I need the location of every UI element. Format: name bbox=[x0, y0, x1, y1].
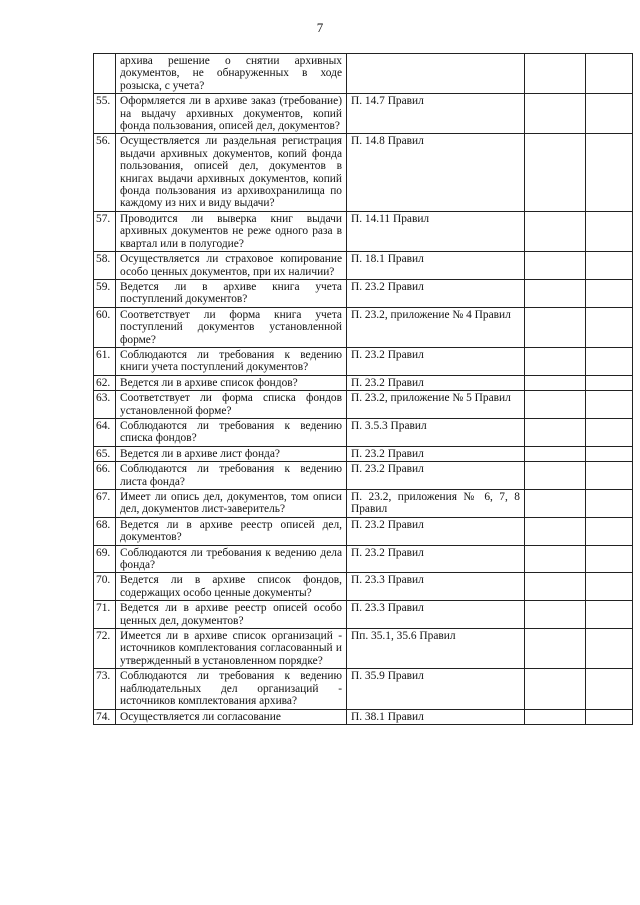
row-question: Соответствует ли форма книга учета поступлений документов установленной форме? bbox=[116, 307, 347, 347]
row-number: 70. bbox=[94, 573, 116, 601]
row-empty-cell bbox=[586, 517, 633, 545]
row-empty-cell bbox=[586, 418, 633, 446]
row-empty-cell bbox=[525, 211, 586, 251]
table-row bbox=[94, 709, 633, 724]
row-question: Соблюдаются ли требования к ведению книги учета поступлений документов? bbox=[116, 347, 347, 375]
row-reference: П. 38.1 Правил bbox=[347, 709, 525, 724]
row-empty-cell bbox=[586, 573, 633, 601]
table-row bbox=[94, 629, 633, 669]
row-reference: П. 23.2, приложения № 6, 7, 8 Правил bbox=[347, 490, 525, 518]
row-number: 64. bbox=[94, 418, 116, 446]
row-question: Имеется ли в архиве список организаций - источников комплектования согласованный и утвержденный в установленном порядке? bbox=[116, 629, 347, 669]
row-empty-cell bbox=[525, 629, 586, 669]
row-empty-cell bbox=[586, 307, 633, 347]
row-question: Ведется ли в архиве лист фонда? bbox=[116, 446, 347, 461]
row-empty-cell bbox=[586, 347, 633, 375]
row-empty-cell bbox=[525, 573, 586, 601]
table-row bbox=[94, 94, 633, 134]
row-empty-cell bbox=[525, 134, 586, 211]
row-reference: П. 14.7 Правил bbox=[347, 94, 525, 134]
row-empty-cell bbox=[525, 709, 586, 724]
row-empty-cell bbox=[586, 446, 633, 461]
row-reference: П. 18.1 Правил bbox=[347, 252, 525, 280]
table-row bbox=[94, 418, 633, 446]
row-question: Соблюдаются ли требования к ведению листа фонда? bbox=[116, 462, 347, 490]
row-empty-cell bbox=[525, 391, 586, 419]
row-empty-cell bbox=[525, 418, 586, 446]
table-row bbox=[94, 279, 633, 307]
row-reference: П. 23.2, приложение № 5 Правил bbox=[347, 391, 525, 419]
row-question: Ведется ли в архиве реестр описей дел, документов? bbox=[116, 517, 347, 545]
row-question: Имеет ли опись дел, документов, том описи дел, документов лист-заверитель? bbox=[116, 490, 347, 518]
row-empty-cell bbox=[586, 629, 633, 669]
row-number: 55. bbox=[94, 94, 116, 134]
row-question: Оформляется ли в архиве заказ (требование) на выдачу архивных документов, копий фонда пользования, описей дел, документов? bbox=[116, 94, 347, 134]
row-reference: П. 35.9 Правил bbox=[347, 669, 525, 709]
table-row bbox=[94, 54, 633, 94]
row-question: Соблюдаются ли требования к ведению списка фондов? bbox=[116, 418, 347, 446]
row-empty-cell bbox=[586, 134, 633, 211]
row-empty-cell bbox=[525, 54, 586, 94]
table-row bbox=[94, 517, 633, 545]
row-empty-cell bbox=[525, 446, 586, 461]
row-number: 72. bbox=[94, 629, 116, 669]
row-empty-cell bbox=[525, 601, 586, 629]
row-number: 57. bbox=[94, 211, 116, 251]
row-number: 56. bbox=[94, 134, 116, 211]
table-row bbox=[94, 391, 633, 419]
table-row bbox=[94, 669, 633, 709]
row-number: 61. bbox=[94, 347, 116, 375]
table-row bbox=[94, 252, 633, 280]
row-empty-cell bbox=[525, 462, 586, 490]
row-number bbox=[94, 54, 116, 94]
table-row bbox=[94, 347, 633, 375]
table-row bbox=[94, 462, 633, 490]
row-number: 62. bbox=[94, 375, 116, 390]
row-empty-cell bbox=[525, 347, 586, 375]
row-reference: П. 14.8 Правил bbox=[347, 134, 525, 211]
row-empty-cell bbox=[525, 307, 586, 347]
row-empty-cell bbox=[586, 709, 633, 724]
row-question: Осуществляется ли страховое копирование особо ценных документов, при их наличии? bbox=[116, 252, 347, 280]
table-row bbox=[94, 375, 633, 390]
row-empty-cell bbox=[586, 279, 633, 307]
row-empty-cell bbox=[525, 375, 586, 390]
row-reference: П. 23.2 Правил bbox=[347, 517, 525, 545]
row-reference: Пп. 35.1, 35.6 Правил bbox=[347, 629, 525, 669]
row-reference: П. 23.2 Правил bbox=[347, 347, 525, 375]
row-reference: П. 23.2 Правил bbox=[347, 446, 525, 461]
row-empty-cell bbox=[586, 54, 633, 94]
row-number: 65. bbox=[94, 446, 116, 461]
row-reference: П. 23.2 Правил bbox=[347, 375, 525, 390]
row-empty-cell bbox=[586, 490, 633, 518]
table-row bbox=[94, 307, 633, 347]
table-row bbox=[94, 545, 633, 573]
row-question: Ведется ли в архиве список фондов, содержащих особо ценные документы? bbox=[116, 573, 347, 601]
row-empty-cell bbox=[586, 211, 633, 251]
row-empty-cell bbox=[586, 252, 633, 280]
row-empty-cell bbox=[525, 545, 586, 573]
row-empty-cell bbox=[586, 669, 633, 709]
row-reference: П. 3.5.3 Правил bbox=[347, 418, 525, 446]
row-number: 59. bbox=[94, 279, 116, 307]
row-number: 74. bbox=[94, 709, 116, 724]
row-question: Ведется ли в архиве книга учета поступлений документов? bbox=[116, 279, 347, 307]
row-question: Осуществляется ли согласование bbox=[116, 709, 347, 724]
row-number: 66. bbox=[94, 462, 116, 490]
row-question: Ведется ли в архиве список фондов? bbox=[116, 375, 347, 390]
row-reference: П. 23.3 Правил bbox=[347, 601, 525, 629]
table-row bbox=[94, 601, 633, 629]
row-number: 67. bbox=[94, 490, 116, 518]
row-number: 60. bbox=[94, 307, 116, 347]
row-number: 68. bbox=[94, 517, 116, 545]
row-number: 63. bbox=[94, 391, 116, 419]
row-reference: П. 23.2 Правил bbox=[347, 279, 525, 307]
row-question: Соблюдаются ли требования к ведению дела фонда? bbox=[116, 545, 347, 573]
row-question: Проводится ли выверка книг выдачи архивных документов не реже одного раза в квартал или в полугодие? bbox=[116, 211, 347, 251]
table-row bbox=[94, 573, 633, 601]
row-empty-cell bbox=[586, 601, 633, 629]
table-row bbox=[94, 134, 633, 211]
table-row bbox=[94, 446, 633, 461]
row-empty-cell bbox=[525, 490, 586, 518]
row-reference: П. 14.11 Правил bbox=[347, 211, 525, 251]
checklist-body bbox=[94, 54, 633, 725]
page-number: 7 bbox=[316, 20, 324, 35]
row-question: архива решение о снятии архивных документов, не обнаруженных в ходе розыска, с учета? bbox=[116, 54, 347, 94]
row-empty-cell bbox=[525, 517, 586, 545]
row-number: 69. bbox=[94, 545, 116, 573]
row-empty-cell bbox=[525, 669, 586, 709]
row-empty-cell bbox=[586, 462, 633, 490]
row-reference bbox=[347, 54, 525, 94]
row-question: Осуществляется ли раздельная регистрация выдачи архивных документов, копий фонда пользования, описей дел, документов в книгах выдачи архивных документов, копий фонда пользования из архивохранилища по каждому из них и виду выдачи? bbox=[116, 134, 347, 211]
row-empty-cell bbox=[525, 252, 586, 280]
row-empty-cell bbox=[586, 94, 633, 134]
table-row bbox=[94, 211, 633, 251]
row-empty-cell bbox=[525, 94, 586, 134]
table-row bbox=[94, 490, 633, 518]
row-number: 58. bbox=[94, 252, 116, 280]
row-reference: П. 23.3 Правил bbox=[347, 573, 525, 601]
row-empty-cell bbox=[586, 545, 633, 573]
row-question: Соблюдаются ли требования к ведению наблюдательных дел организаций - источников комплектования архива? bbox=[116, 669, 347, 709]
row-empty-cell bbox=[525, 279, 586, 307]
row-question: Соответствует ли форма списка фондов установленной форме? bbox=[116, 391, 347, 419]
row-question: Ведется ли в архиве реестр описей особо ценных дел, документов? bbox=[116, 601, 347, 629]
row-reference: П. 23.2 Правил bbox=[347, 545, 525, 573]
row-number: 73. bbox=[94, 669, 116, 709]
row-number: 71. bbox=[94, 601, 116, 629]
row-empty-cell bbox=[586, 375, 633, 390]
checklist-table bbox=[93, 53, 633, 725]
row-reference: П. 23.2 Правил bbox=[347, 462, 525, 490]
row-empty-cell bbox=[586, 391, 633, 419]
row-reference: П. 23.2, приложение № 4 Правил bbox=[347, 307, 525, 347]
